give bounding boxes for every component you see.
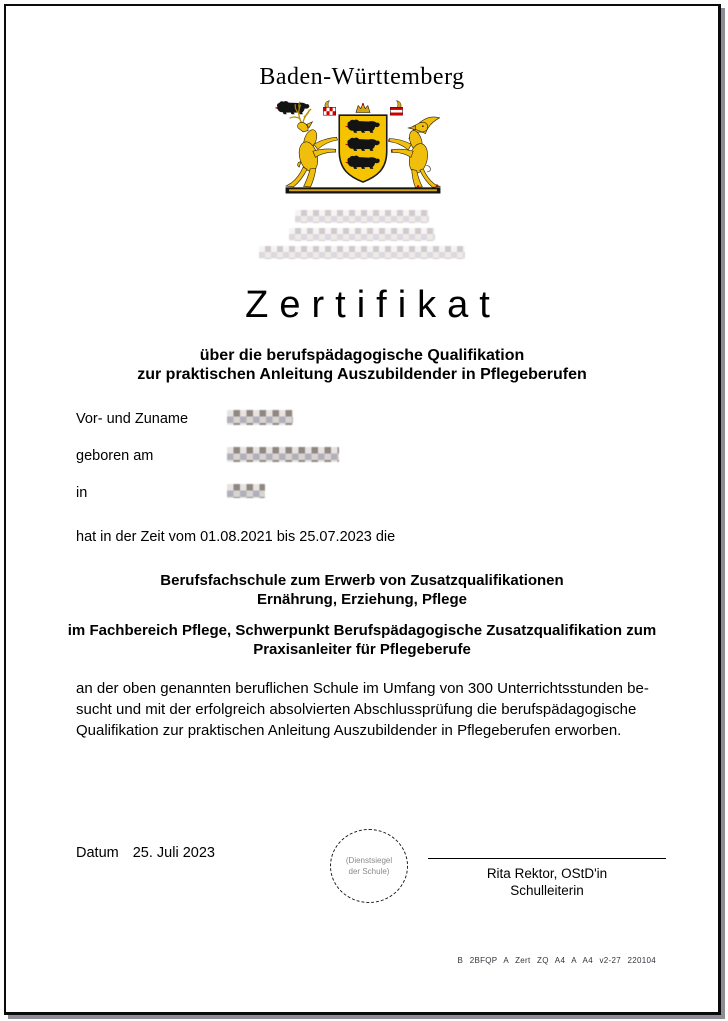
body-paragraph <box>76 678 670 741</box>
date-label: Datum <box>76 845 119 861</box>
seal-text-line: (Dienstsiegel <box>345 856 393 865</box>
redacted-school-name-line <box>259 246 465 259</box>
signature-line <box>428 858 666 859</box>
date-row <box>76 845 215 861</box>
baden-wuerttemberg-coat-of-arms-icon <box>275 100 451 199</box>
subtitle-line: über die berufspädagogische Qualifikation <box>199 347 525 364</box>
certificate-subtitle <box>6 346 718 384</box>
redacted-birthplace-value <box>227 484 265 498</box>
date-value: 25. Juli 2023 <box>132 845 215 861</box>
signature-block <box>428 858 666 899</box>
school-type-block <box>6 571 718 609</box>
redacted-school-name-line <box>289 228 435 241</box>
school-type-line: Berufsfachschule zum Erwerb von Zusatzqualifikationen <box>160 572 564 589</box>
official-seal-placeholder <box>330 829 408 903</box>
specialization-line: Praxisanleiter für Pflegeberufe <box>253 641 471 658</box>
crests <box>323 101 402 116</box>
seal-text-line: der Schule) <box>348 867 390 876</box>
subtitle-line: zur praktischen Anleitung Auszubildender in Pflegeberufen <box>137 366 587 383</box>
field-label-birthplace: in <box>76 485 88 501</box>
griffin-supporter <box>388 117 440 187</box>
paragraph-line: sucht und mit der erfolgreich absolvierten Abschlussprüfung die berufspädagogische <box>76 701 637 718</box>
redacted-school-name-line <box>295 210 429 223</box>
specialization-block <box>6 621 718 659</box>
redacted-birthdate-value <box>227 447 339 462</box>
paragraph-line: an der oben genannten beruflichen Schule im Umfang von 300 Unterrichtsstunden be- <box>76 680 649 697</box>
signature-role: Schulleiterin <box>510 883 584 898</box>
pedestal <box>286 187 441 193</box>
period-line: hat in der Zeit vom 01.08.2021 bis 25.07.2023 die <box>76 529 396 545</box>
field-label-birthdate: geboren am <box>76 448 154 464</box>
school-type-line: Ernährung, Erziehung, Pflege <box>256 591 468 608</box>
signature-name: Rita Rektor, OStD'in <box>486 866 608 881</box>
field-label-name: Vor- und Zuname <box>76 411 189 427</box>
form-code: B 2BFQP A Zert ZQ A4 A A4 v2-27 220104 <box>457 956 656 965</box>
paragraph-line: Qualifikation zur praktischen Anleitung Auszubildender in Pflegeberufen erworben. <box>76 722 622 739</box>
certificate-page <box>4 4 721 1015</box>
redacted-school-name <box>6 210 718 259</box>
redacted-name-value <box>227 410 293 425</box>
region-title: Baden-Württemberg <box>259 64 465 90</box>
certificate-title: Zertifikat <box>245 284 501 326</box>
specialization-line: im Fachbereich Pflege, Schwerpunkt Berufspädagogische Zusatzqualifikation zum <box>67 622 657 639</box>
